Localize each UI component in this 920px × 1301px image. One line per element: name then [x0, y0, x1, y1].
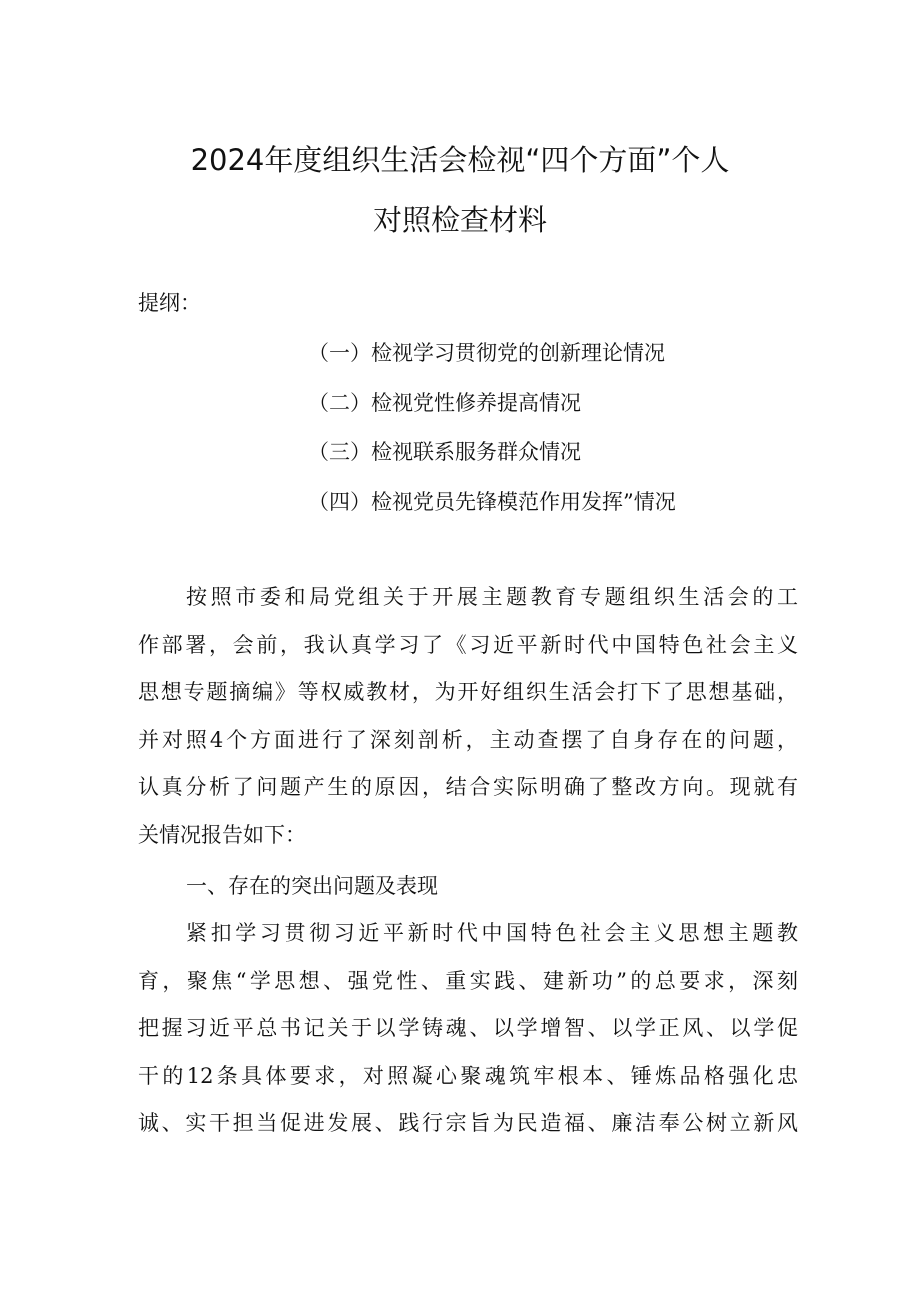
outline-item-3: （三）检视联系服务群众情况 — [308, 440, 581, 464]
outline-label: 提纲： — [138, 291, 201, 315]
paragraph-line: 把握习近平总书记关于以学铸魂、以学增智、以学正风、以学促 — [138, 1016, 798, 1040]
body-paragraph-1 — [138, 574, 798, 859]
outline-item-1: （一）检视学习贯彻党的创新理论情况 — [308, 341, 665, 365]
paragraph-line: 思想专题摘编》等权威教材，为开好组织生活会打下了思想基础， — [138, 680, 798, 704]
paragraph-line: 作部署，会前，我认真学习了《习近平新时代中国特色社会主义 — [138, 632, 798, 657]
document-title-line-2: 对照检查材料 — [372, 203, 547, 237]
paragraph-line: 认真分析了问题产生的原因，结合实际明确了整改方向。现就有 — [138, 775, 798, 799]
section-heading-1 — [138, 863, 798, 911]
outline-item-4: （四）检视党员先锋模范作用发挥”情况 — [308, 490, 676, 514]
body-paragraph-2 — [138, 910, 798, 1148]
paragraph-line: 干的12条具体要求，对照凝心聚魂筑牢根本、锤炼品格强化忠 — [138, 1063, 798, 1088]
paragraph-line: 并对照4个方面进行了深刻剖析，主动查摆了自身存在的问题， — [138, 727, 798, 752]
section-heading-text: 一、存在的突出问题及表现 — [186, 874, 438, 898]
outline-item-2: （二）检视党性修养提高情况 — [308, 391, 581, 415]
paragraph-line: 紧扣学习贯彻习近平新时代中国特色社会主义思想主题教 — [186, 921, 798, 945]
paragraph-line: 诚、实干担当促进发展、践行宗旨为民造福、廉洁奉公树立新风 — [138, 1111, 798, 1135]
paragraph-line: 按照市委和局党组关于开展主题教育专题组织生活会的工 — [186, 585, 798, 609]
paragraph-line: 育，聚焦“学思想、强党性、重实践、建新功”的总要求，深刻 — [138, 968, 798, 993]
document-title-line-1: 2024年度组织生活会检视“四个方面”个人 — [190, 143, 730, 177]
paragraph-line: 关情况报告如下： — [138, 822, 306, 847]
